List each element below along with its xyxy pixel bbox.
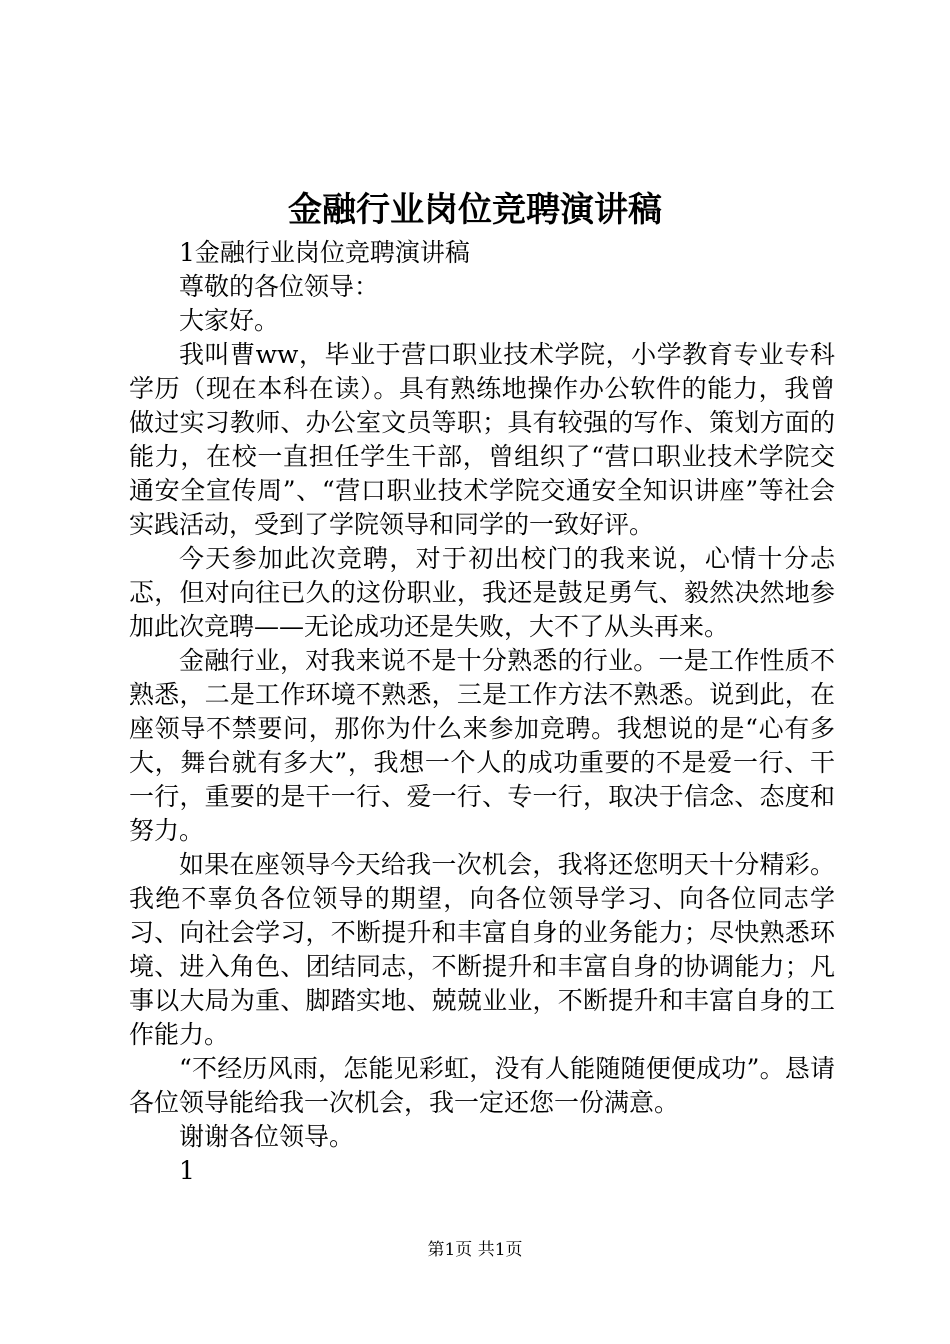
document-body: [129, 236, 835, 1188]
paragraph-thanks: 谢谢各位领导。: [179, 1122, 355, 1151]
paragraph-commitment: 如果在座领导今天给我一次机会，我将还您明天十分精彩。我绝不辜负各位领导的期望，向各位领导学习、向各位同志学习、向社会学习，不断提升和丰富自身的业务能力；尽快熟悉环境、进入角色、团结同志，不断提升和丰富自身的协调能力；凡事以大局为重、脚踏实地、兢兢业业，不断提升和丰富自身的工作能力。: [129, 850, 835, 1049]
paragraph-heading-line: 1金融行业岗位竞聘演讲稿: [179, 238, 470, 267]
paragraph-motivation: 今天参加此次竞聘，对于初出校门的我来说，心情十分忐忑，但对向往已久的这份职业，我还是鼓足勇气、毅然决然地参加此次竞聘——无论成功还是失败，大不了从头再来。: [129, 544, 835, 641]
page-footer: 第1页 共1页: [427, 1240, 523, 1260]
paragraph-self-introduction: 我叫曹ww，毕业于营口职业技术学院，小学教育专业专科学历（现在本科在读）。具有熟练地操作办公软件的能力，我曾做过实习教师、办公室文员等职；具有较强的写作、策划方面的能力，在校一直担任学生干部，曾组织了“营口职业技术学院交通安全宣传周”、“营口职业技术学院交通安全知识讲座”等社会实践活动，受到了学院领导和同学的一致好评。: [129, 340, 835, 539]
document-title: 金融行业岗位竞聘演讲稿: [288, 190, 662, 230]
paragraph-page-number: 1: [179, 1156, 195, 1185]
paragraph-greeting: 大家好。: [179, 306, 280, 335]
paragraph-industry-view: 金融行业，对我来说不是十分熟悉的行业。一是工作性质不熟悉，二是工作环境不熟悉，三是工作方法不熟悉。说到此，在座领导不禁要问，那你为什么来参加竞聘。我想说的是“心有多大，舞台就有多大”，我想一个人的成功重要的不是爱一行、干一行，重要的是干一行、爱一行、专一行，取决于信念、态度和努力。: [129, 646, 835, 845]
paragraph-salutation: 尊敬的各位领导：: [179, 272, 380, 301]
paragraph-appeal: “不经历风雨，怎能见彩虹，没有人能随随便便成功”。恳请各位领导能给我一次机会，我一定还您一份满意。: [129, 1054, 835, 1117]
